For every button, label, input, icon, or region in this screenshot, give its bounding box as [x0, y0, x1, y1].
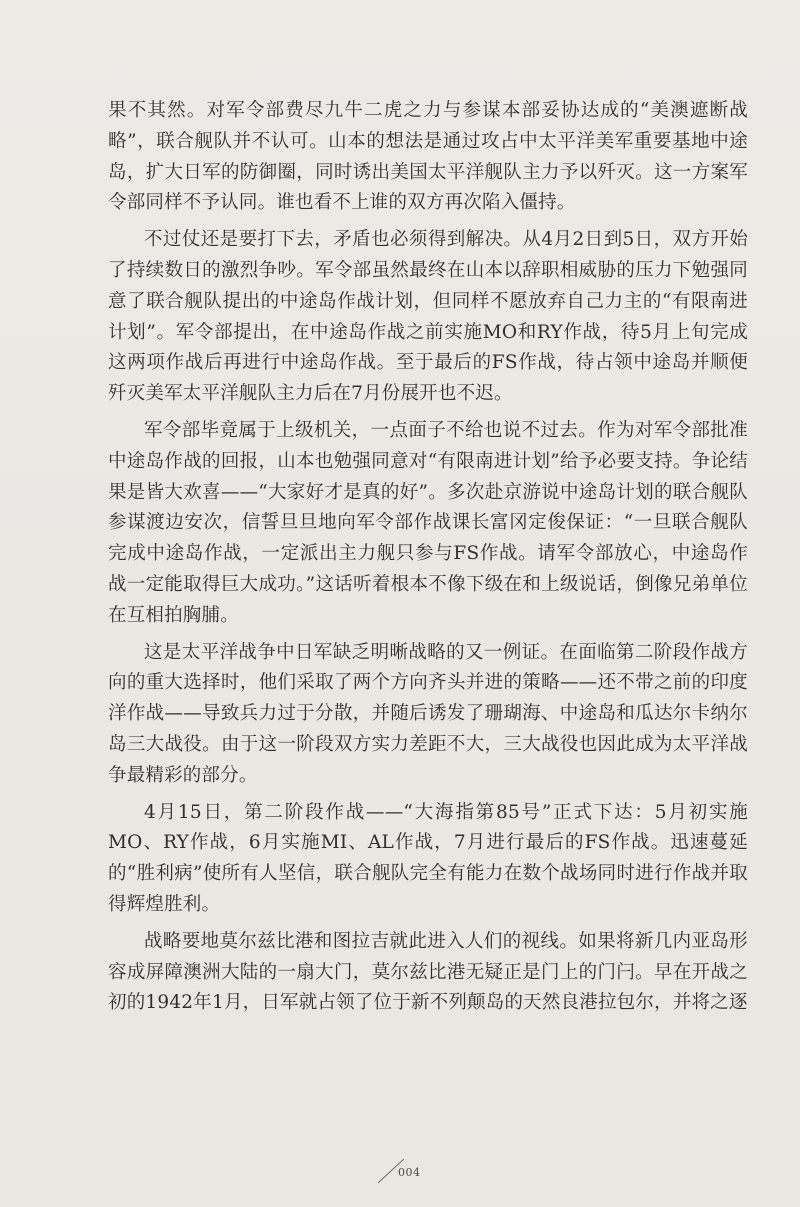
paragraph-5: 4月15日，第二阶段作战——“大海指第85号”正式下达：5月初实施MO、RY作战，6月实施MI、AL作战，7月进行最后的FS作战。迅速蔓延的“胜利病”使所有人坚信，联合舰队完全有能力在数个战场同时进行作战并取得辉煌胜利。 [108, 801, 748, 915]
body-text [108, 96, 748, 1025]
paragraph-4: 这是太平洋战争中日军缺乏明晰战略的又一例证。在面临第二阶段作战方向的重大选择时，他们采取了两个方向齐头并进的策略——还不带之前的印度洋作战——导致兵力过于分散，并随后诱发了珊瑚海、中途岛和瓜达尔卡纳尔岛三大战役。由于这一阶段双方实力差距不大，三大战役也因此成为太平洋战争最精彩的部分。 [108, 641, 748, 786]
page-folio [372, 1158, 432, 1188]
paragraph-1: 果不其然。对军令部费尽九牛二虎之力与参谋本部妥协达成的“美澳遮断战略”，联合舰队并不认可。山本的想法是通过攻占中太平洋美军重要基地中途岛，扩大日军的防御圈，同时诱出美国太平洋舰队主力予以歼灭。这一方案军令部同样不予认同。谁也看不上谁的双方再次陷入僵持。 [108, 100, 748, 214]
page-number: 004 [398, 1166, 421, 1179]
paragraph-3: 军令部毕竟属于上级机关，一点面子不给也说不过去。作为对军令部批准中途岛作战的回报，山本也勉强同意对“有限南进计划”给予必要支持。争论结果是皆大欢喜——“大家好才是真的好”。多次赴京游说中途岛计划的联合舰队参谋渡边安次，信誓旦旦地向军令部作战课长富冈定俊保证：“一旦联合舰队完成中途岛作战，一定派出主力舰只参与FS作战。请军令部放心，中途岛作战一定能取得巨大成功。”这话听着根本不像下级在和上级说话，倒像兄弟单位在互相拍胸脯。 [108, 419, 748, 626]
paragraph-2: 不过仗还是要打下去，矛盾也必须得到解决。从4月2日到5日，双方开始了持续数日的激烈争吵。军令部虽然最终在山本以辞职相威胁的压力下勉强同意了联合舰队提出的中途岛作战计划，但同样不愿放弃自己力主的“有限南进计划”。军令部提出，在中途岛作战之前实施MO和RY作战，待5月上旬完成这两项作战后再进行中途岛作战。至于最后的FS作战，待占领中途岛并顺便歼灭美军太平洋舰队主力后在7月份展开也不迟。 [108, 229, 748, 405]
paragraph-6: 战略要地莫尔兹比港和图拉吉就此进入人们的视线。如果将新几内亚岛形容成屏障澳洲大陆的一扇大门，莫尔兹比港无疑正是门上的门闩。早在开战之初的1942年1月，日军就占领了位于新不列颠岛的天然良港拉包尔，并将之逐 [108, 930, 748, 1014]
